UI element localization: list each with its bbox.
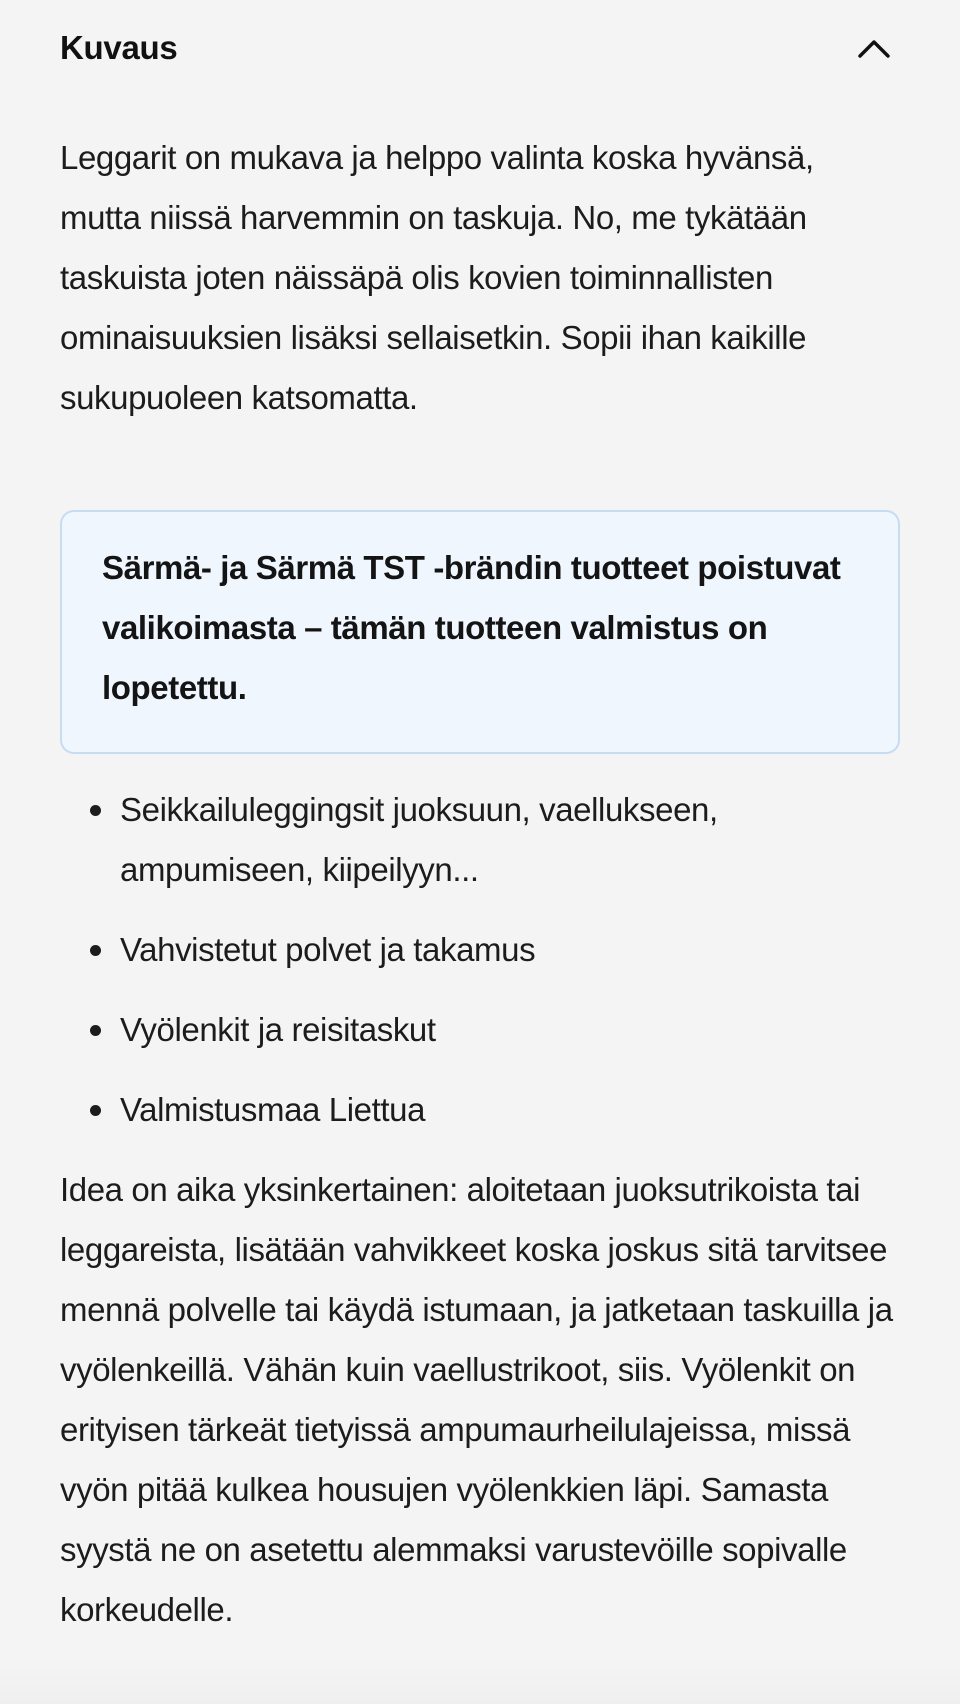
feature-text: Seikkailuleggingsit juoksuun, vaellukseen, ampumiseen, kiipeilyyn... — [120, 791, 718, 888]
discontinued-notice: Särmä- ja Särmä TST -brändin tuotteet poistuvat valikoimasta – tämän tuotteen valmistus on lopetettu. — [60, 510, 900, 754]
feature-text: Vyölenkit ja reisitaskut — [120, 1011, 436, 1048]
bullet-icon — [90, 945, 101, 956]
feature-item — [60, 1080, 900, 1140]
description-intro: Leggarit on mukava ja helppo valinta koska hyvänsä, mutta niissä harvemmin on taskuja. No, me tykätään taskuista joten näissäpä olis kovien toiminnallisten ominaisuuksien lisäksi sellaisetkin. Sopii ihan kaikille sukupuoleen katsomatta. — [60, 139, 814, 416]
feature-text: Valmistusmaa Liettua — [120, 1091, 426, 1128]
feature-text: Vahvistetut polvet ja takamus — [120, 931, 536, 968]
feature-item — [60, 1000, 900, 1060]
chevron-up-icon[interactable] — [854, 28, 894, 68]
feature-list — [60, 780, 900, 1140]
bullet-icon — [90, 1105, 101, 1116]
bullet-icon — [90, 1025, 101, 1036]
description-accordion-header[interactable] — [60, 0, 900, 96]
bullet-icon — [90, 805, 101, 816]
accordion-title: Kuvaus — [60, 29, 178, 66]
description-outro: Idea on aika yksinkertainen: aloitetaan juoksutrikoista tai leggareista, lisätään vahvikkeet koska joskus sitä tarvitsee mennä polvelle tai käydä istumaan, ja jatketaan taskuilla ja vyölenkeillä. Vähän kuin vaellustrikoot, siis. Vyölenkit on erityisen tärkeät tietyissä ampumaurheilulajeissa, missä vyön pitää kulkea housujen vyölenkkien läpi. Samasta syystä ne on asetettu alemmaksi varustevöille sopivalle korkeudelle. — [60, 1171, 893, 1628]
feature-item — [60, 780, 900, 900]
bottom-divider — [0, 1664, 960, 1704]
feature-item — [60, 920, 900, 980]
